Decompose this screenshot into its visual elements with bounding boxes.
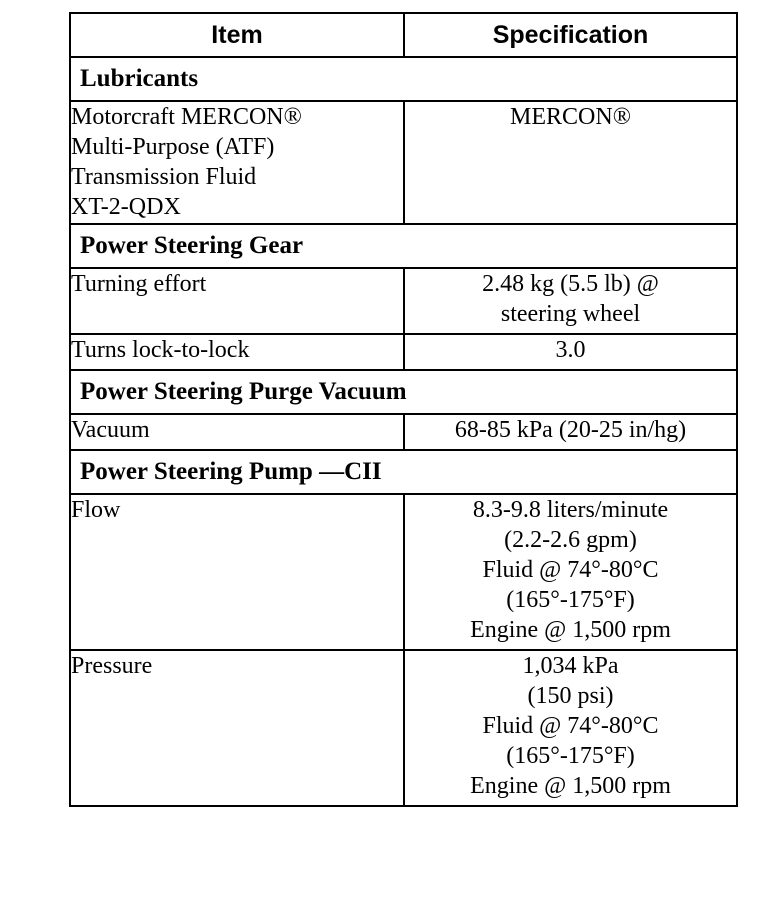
section-title: Power Steering Gear: [70, 224, 737, 268]
spec-cell: 1,034 kPa (150 psi) Fluid @ 74°-80°C (165°-175°F) Engine @ 1,500 rpm: [404, 650, 737, 806]
section-row-power-steering-pump: [70, 450, 737, 494]
section-row-power-steering-gear: [70, 224, 737, 268]
item-cell: Flow: [70, 494, 404, 650]
item-cell: Turns lock-to-lock: [70, 334, 404, 370]
section-row-purge-vacuum: [70, 370, 737, 414]
specification-table: [69, 12, 738, 807]
item-column-header: Item: [70, 13, 404, 57]
table-header-row: [70, 13, 737, 57]
spec-cell: 8.3-9.8 liters/minute (2.2-2.6 gpm) Fluid @ 74°-80°C (165°-175°F) Engine @ 1,500 rpm: [404, 494, 737, 650]
spec-cell: 3.0: [404, 334, 737, 370]
table-row: [70, 414, 737, 450]
section-title: Power Steering Purge Vacuum: [70, 370, 737, 414]
section-title: Lubricants: [70, 57, 737, 101]
table-row: [70, 268, 737, 334]
table-row: [70, 101, 737, 224]
table-row: [70, 650, 737, 806]
spec-cell: 2.48 kg (5.5 lb) @ steering wheel: [404, 268, 737, 334]
item-cell: Turning effort: [70, 268, 404, 334]
spec-cell: 68-85 kPa (20-25 in/hg): [404, 414, 737, 450]
item-cell: Pressure: [70, 650, 404, 806]
table-row: [70, 494, 737, 650]
section-row-lubricants: [70, 57, 737, 101]
spec-cell: MERCON®: [404, 101, 737, 224]
item-cell: Vacuum: [70, 414, 404, 450]
item-cell: Motorcraft MERCON® Multi-Purpose (ATF) Transmission Fluid XT-2-QDX: [70, 101, 404, 224]
table-row: [70, 334, 737, 370]
section-title: Power Steering Pump —CII: [70, 450, 737, 494]
specification-column-header: Specification: [404, 13, 737, 57]
